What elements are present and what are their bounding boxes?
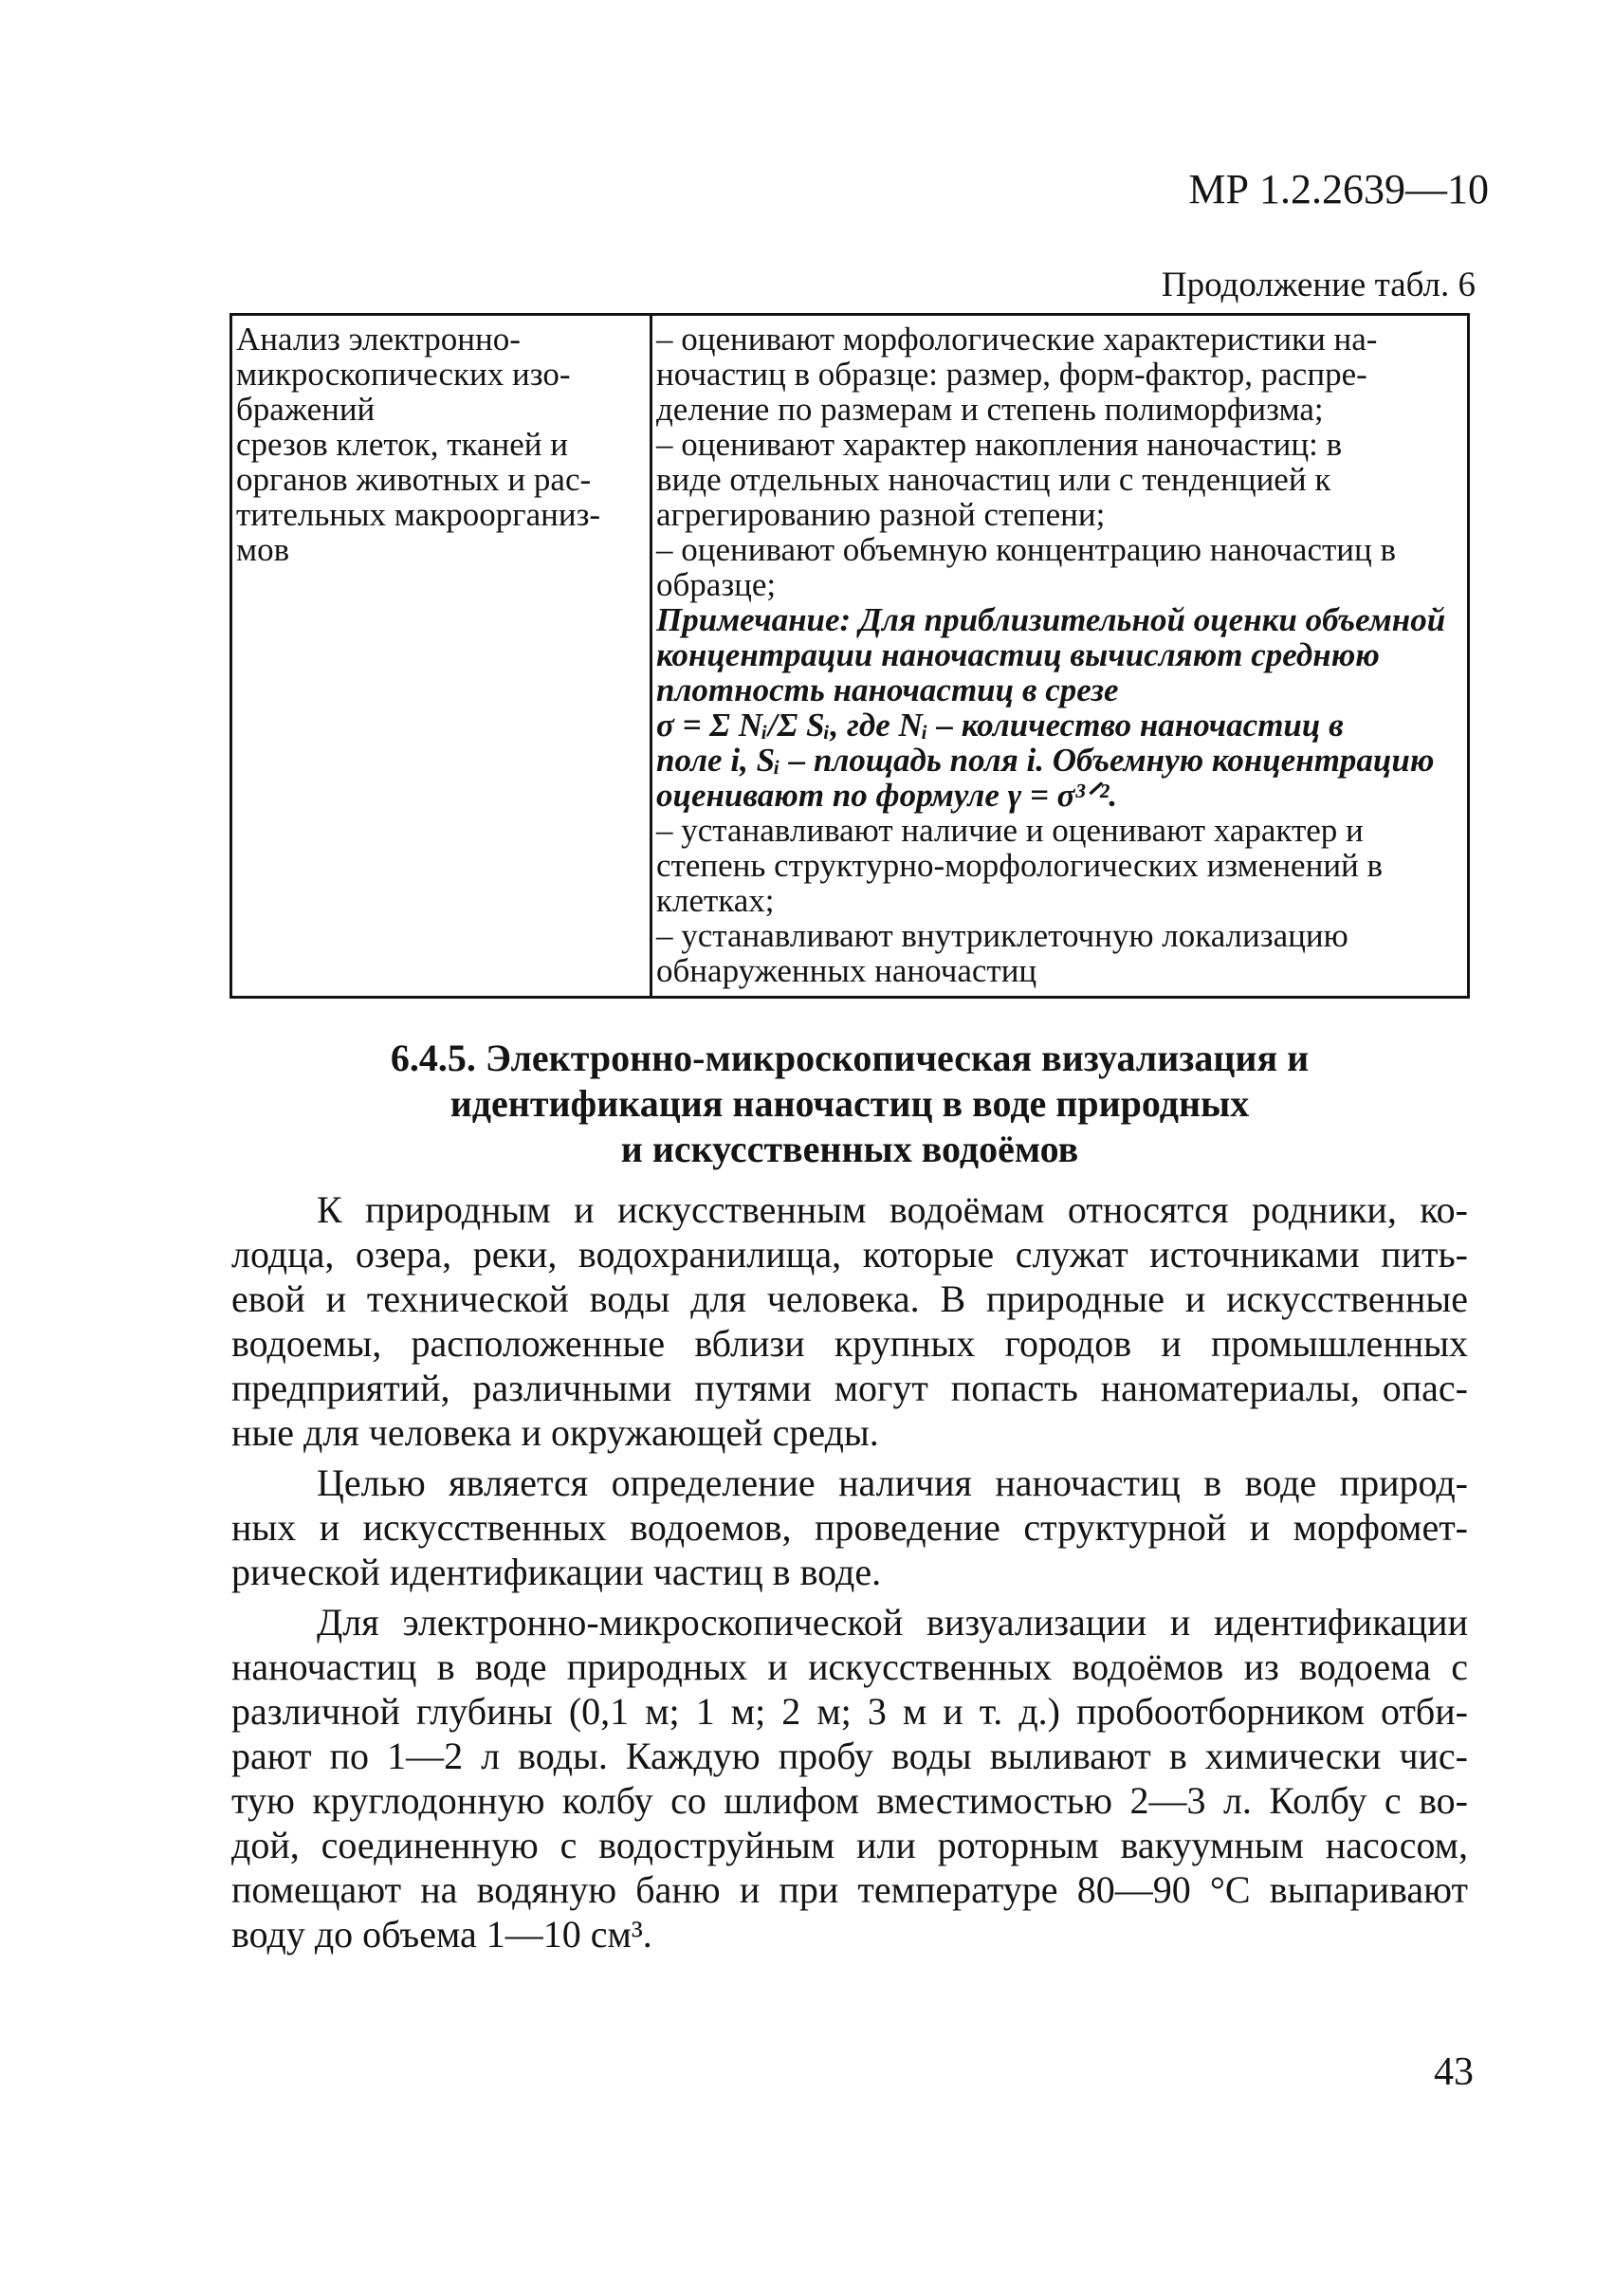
table-cell-line: – устанавливают внутриклеточную локализацию xyxy=(656,917,1348,954)
text-line: воду до объема 1—10 см³. xyxy=(231,1913,652,1956)
table-cell-line: обнаруженных наночастиц xyxy=(656,952,1037,989)
table-row xyxy=(231,315,1469,998)
text-line: рают по 1—2 л воды. Каждую пробу воды выливают в химически чис- xyxy=(231,1735,1468,1777)
note-line: плотность наночастиц в срезе xyxy=(656,671,1119,708)
paragraph xyxy=(231,1460,1468,1594)
note-line: концентрации наночастиц вычисляют среднюю xyxy=(656,636,1380,673)
table-cell-line: – оценивают объемную концентрацию наночастиц в xyxy=(656,531,1397,568)
table-cell-line: ночастиц в образце: размер, форм-фактор, распре- xyxy=(656,356,1367,393)
table-cell-line: образце; xyxy=(656,566,777,603)
table-cell-line: – оценивают характер накопления наночастиц: в xyxy=(656,426,1343,463)
text-line: К природным и искусственным водоёмам относятся родники, ко- xyxy=(317,1188,1468,1231)
table-cell-line: клетках; xyxy=(656,882,775,919)
table-caption: Продолжение табл. 6 xyxy=(1161,266,1476,304)
table-cell-method xyxy=(231,315,651,998)
section-heading-line: и искусственных водоёмов xyxy=(620,1128,1079,1170)
table-cell-line: мов xyxy=(236,531,290,568)
table-cell-line: органов животных и рас- xyxy=(236,461,592,498)
document-code: МР 1.2.2639—10 xyxy=(1188,166,1489,212)
text-line: евой и технической воды для человека. В природные и искусственные xyxy=(231,1277,1468,1320)
table-cell-line: виде отдельных наночастиц или с тенденцией к xyxy=(656,461,1331,498)
text-line: лодца, озера, реки, водохранилища, которые служат источниками пить- xyxy=(231,1233,1468,1276)
text-line: Целью является определение наличия наночастиц в воде природ- xyxy=(317,1461,1468,1504)
section-heading-line: идентификация наночастиц в воде природных xyxy=(449,1082,1250,1125)
body-text xyxy=(231,1187,1468,1962)
section-heading-line: 6.4.5. Электронно-микроскопическая визуализация и xyxy=(390,1037,1310,1079)
text-line: ных и искусственных водоемов, проведение структурной и морфомет- xyxy=(231,1506,1468,1549)
text-line: рической идентификации частиц в воде. xyxy=(231,1551,882,1593)
table-cell-line: агрегированию разной степени; xyxy=(656,496,1106,533)
table-cell-line: деление по размерам и степень полиморфизма; xyxy=(656,391,1324,428)
page-number: 43 xyxy=(1434,2050,1474,2094)
note-line: оценивают по формуле γ = σ³ᐟ². xyxy=(656,777,1118,814)
paragraph xyxy=(231,1600,1468,1956)
table-cell-line: Анализ электронно- xyxy=(236,321,521,358)
text-line: ные для человека и окружающей среды. xyxy=(231,1411,879,1454)
note-line: Примечание: Для приблизительной оценки объемной xyxy=(656,601,1446,638)
continuation-table xyxy=(229,313,1470,999)
text-line: предприятий, различными путями могут попасть наноматериалы, опас- xyxy=(231,1367,1468,1409)
note-line: поле i, Sᵢ – площадь поля i. Объемную концентрацию xyxy=(656,742,1435,779)
table-cell-line: срезов клеток, тканей и xyxy=(236,426,569,463)
text-line: помещают на водяную баню и при температуре 80—90 °С выпаривают xyxy=(231,1868,1468,1911)
text-line: Для электронно-микроскопической визуализации и идентификации xyxy=(317,1601,1468,1644)
table-cell-description xyxy=(651,315,1469,998)
text-line: тую круглодонную колбу со шлифом вместимостью 2—3 л. Колбу с во- xyxy=(231,1779,1468,1822)
text-line: наночастиц в воде природных и искусственных водоёмов из водоема с xyxy=(231,1645,1468,1688)
text-line: дой, соединенную с водоструйным или роторным вакуумным насосом, xyxy=(231,1824,1468,1866)
text-line: водоемы, расположенные вблизи крупных городов и промышленных xyxy=(231,1322,1468,1365)
table-cell-line: – устанавливают наличие и оценивают характер и xyxy=(656,812,1364,849)
note-line: σ = Σ Nᵢ/Σ Sᵢ, где Nᵢ – количество наночастиц в xyxy=(656,707,1344,744)
table-cell-line: микроскопических изо- xyxy=(236,356,571,393)
table-cell-line: тительных макроорганиз- xyxy=(236,496,601,533)
text-line: различной глубины (0,1 м; 1 м; 2 м; 3 м и т. д.) пробоотборником отби- xyxy=(231,1690,1468,1733)
section-heading xyxy=(228,1036,1472,1172)
table-cell-line: – оценивают морфологические характеристики на- xyxy=(656,321,1378,358)
paragraph xyxy=(231,1187,1468,1455)
table-cell-line: степень структурно-морфологических изменений в xyxy=(656,847,1384,884)
table-cell-line: бражений xyxy=(236,391,376,428)
